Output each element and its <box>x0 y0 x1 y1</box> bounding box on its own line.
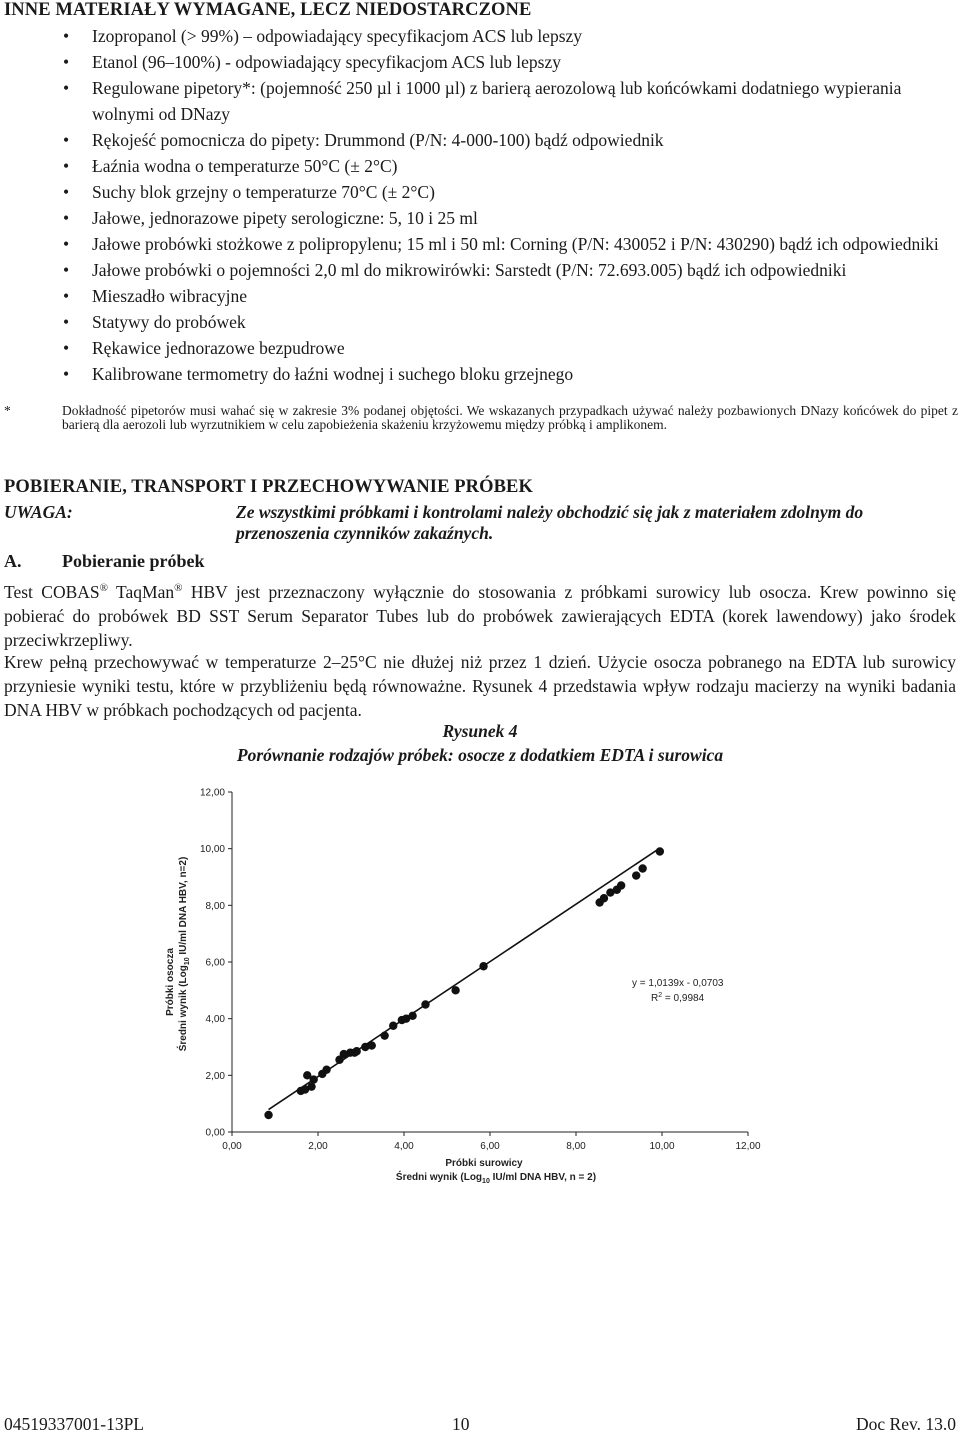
x-tick-labels <box>222 1132 761 1152</box>
footer-page-number: 10 <box>452 1414 470 1434</box>
list-item: • Statywy do probówek <box>60 310 960 336</box>
x-tick-label: 4,00 <box>394 1141 414 1152</box>
y-axis-subtitle: Średni wynik (Log$_{10}$ IU/ml DNA HBV, n=2) <box>178 856 191 1052</box>
figure-title: Porównanie rodzajów próbek: osocze z dodatkiem EDTA i surowica <box>236 745 724 765</box>
materials-list <box>60 24 960 388</box>
list-item: • Regulowane pipetory*: (pojemność 250 µl i 1000 µl) z barierą aerozolową lub końcówkami dodatniego wypierania wolnymi od DNazy <box>60 76 960 127</box>
data-points <box>264 847 664 1119</box>
x-tick-label: 10,00 <box>649 1141 675 1152</box>
list-item: • Jałowe, jednorazowe pipety serologiczne: 5, 10 i 25 ml <box>60 206 960 232</box>
y-tick-label: 4,00 <box>205 1014 225 1026</box>
trendline-equation: y = 1,0139x - 0,0703 <box>632 978 724 989</box>
footnote <box>0 404 958 432</box>
scatter-chart <box>0 770 960 1200</box>
x-axis-subtitle: Średni wynik (Log$_{10}$ IU/ml DNA HBV, n = 2) <box>395 1172 597 1185</box>
x-tick-label: 12,00 <box>735 1141 761 1152</box>
data-point <box>380 1031 388 1039</box>
y-tick-label: 8,00 <box>205 900 225 912</box>
y-tick-label: 0,00 <box>205 1127 225 1139</box>
footer-revision: Doc Rev. 13.0 <box>856 1414 956 1434</box>
list-item: • Etanol (96–100%) - odpowiadający specyfikacjom ACS lub lepszy <box>60 50 960 76</box>
section-heading-materials: INNE MATERIAŁY WYMAGANE, LECZ NIEDOSTARCZONE <box>4 0 532 20</box>
y-tick-label: 12,00 <box>199 787 225 799</box>
figure-label: Rysunek 4 <box>442 721 518 741</box>
data-point <box>656 847 664 855</box>
data-point <box>408 1012 416 1020</box>
list-item: • Rękawice jednorazowe bezpudrowe <box>60 336 960 362</box>
list-item: • Jałowe probówki stożkowe z polipropylenu; 15 ml i 50 ml: Corning (P/N: 430052 i P/N: 430290) bądź ich odpowiedniki <box>60 232 960 258</box>
list-item: • Kalibrowane termometry do łaźni wodnej i suchego bloku grzejnego <box>60 362 960 388</box>
footer-doc-number: 04519337001-13PL <box>4 1414 144 1434</box>
data-point <box>421 1000 429 1008</box>
list-item: • Łaźnia wodna o temperaturze 50°C (± 2°C) <box>60 154 960 180</box>
x-tick-label: 6,00 <box>480 1141 500 1152</box>
data-point <box>638 864 646 872</box>
x-tick-label: 2,00 <box>308 1141 328 1152</box>
p1-part-b: TaqMan <box>108 582 175 602</box>
subsection-letter: A. <box>4 551 22 571</box>
x-tick-label: 8,00 <box>566 1141 586 1152</box>
data-point <box>322 1065 330 1073</box>
data-point <box>479 962 487 970</box>
data-point <box>389 1022 397 1030</box>
r-squared-label: $R^2 = 0,9984$ <box>651 992 705 1004</box>
data-point <box>307 1082 315 1090</box>
x-axis-title: Próbki surowicy <box>445 1158 523 1169</box>
data-point <box>617 881 625 889</box>
list-item: • Izopropanol (> 99%) – odpowiadający specyfikacjom ACS lub lepszy <box>60 24 960 50</box>
subsection-heading <box>4 551 205 572</box>
paragraph-test-info <box>4 580 956 652</box>
list-item: • Suchy blok grzejny o temperaturze 70°C (± 2°C) <box>60 180 960 206</box>
data-point <box>368 1041 376 1049</box>
data-point <box>632 871 640 879</box>
data-point <box>310 1075 318 1083</box>
data-point <box>600 894 608 902</box>
subsection-title: Pobieranie próbek <box>62 551 205 571</box>
data-point <box>353 1047 361 1055</box>
x-tick-label: 0,00 <box>222 1141 242 1152</box>
footnote-marker: * <box>4 403 11 418</box>
note-label: UWAGA: <box>4 502 73 522</box>
list-item: • Mieszadło wibracyjne <box>60 284 960 310</box>
section-heading-sampling: POBIERANIE, TRANSPORT I PRZECHOWYWANIE PRÓBEK <box>4 477 533 497</box>
warning-note <box>4 502 956 544</box>
registered-mark: ® <box>99 582 108 595</box>
footnote-text: Dokładność pipetorów musi wahać się w zakresie 3% podanej objętości. We wskazanych przypadkach używać należy pozbawionych DNazy końcówek do pipet z barierą dla aerozoli lub wyrzutnikiem w celu zapobieżenia skażeniu krzyżowemu między próbką i amplikonem. <box>62 403 958 432</box>
p1-part-a: Test COBAS <box>4 582 100 602</box>
data-point <box>264 1111 272 1119</box>
y-tick-labels <box>200 788 232 1139</box>
y-tick-label: 2,00 <box>205 1070 225 1082</box>
paragraph-storage: Krew pełną przechowywać w temperaturze 2–25°C nie dłużej niż przez 1 dzień. Użycie osocza pobranego na EDTA lub surowicy przyniesie wyniki testu, które w przybliżeniu będą równoważne. Rysunek 4 przedstawia wpływ rodzaju macierzy na wyniki badania DNA HBV w próbkach pochodzących od pacjenta. <box>4 652 956 720</box>
list-item: • Jałowe probówki o pojemności 2,0 ml do mikrowirówki: Sarstedt (P/N: 72.693.005) bądź ich odpowiedniki <box>60 258 960 284</box>
y-axis-title: Próbki osocza <box>165 948 176 1016</box>
list-item: • Rękojeść pomocnicza do pipety: Drummond (P/N: 4-000-100) bądź odpowiednik <box>60 128 960 154</box>
y-tick-label: 10,00 <box>199 844 225 856</box>
registered-mark: ® <box>174 582 183 595</box>
p1-part-c: HBV jest przeznaczony wyłącznie do stosowania z próbkami surowicy lub osocza. Krew powinno się pobierać do probówek BD SST Serum Separator Tubes lub do probówek zawierających EDTA (korek lawendowy) jako środek przeciwkrzepliwy. <box>4 582 956 650</box>
y-tick-label: 6,00 <box>205 957 225 969</box>
data-point <box>451 986 459 994</box>
axis-labels <box>165 857 724 1185</box>
note-text: Ze wszystkimi próbkami i kontrolami należy obchodzić się jak z materiałem zdolnym do przenoszenia czynników zakaźnych. <box>236 502 864 543</box>
